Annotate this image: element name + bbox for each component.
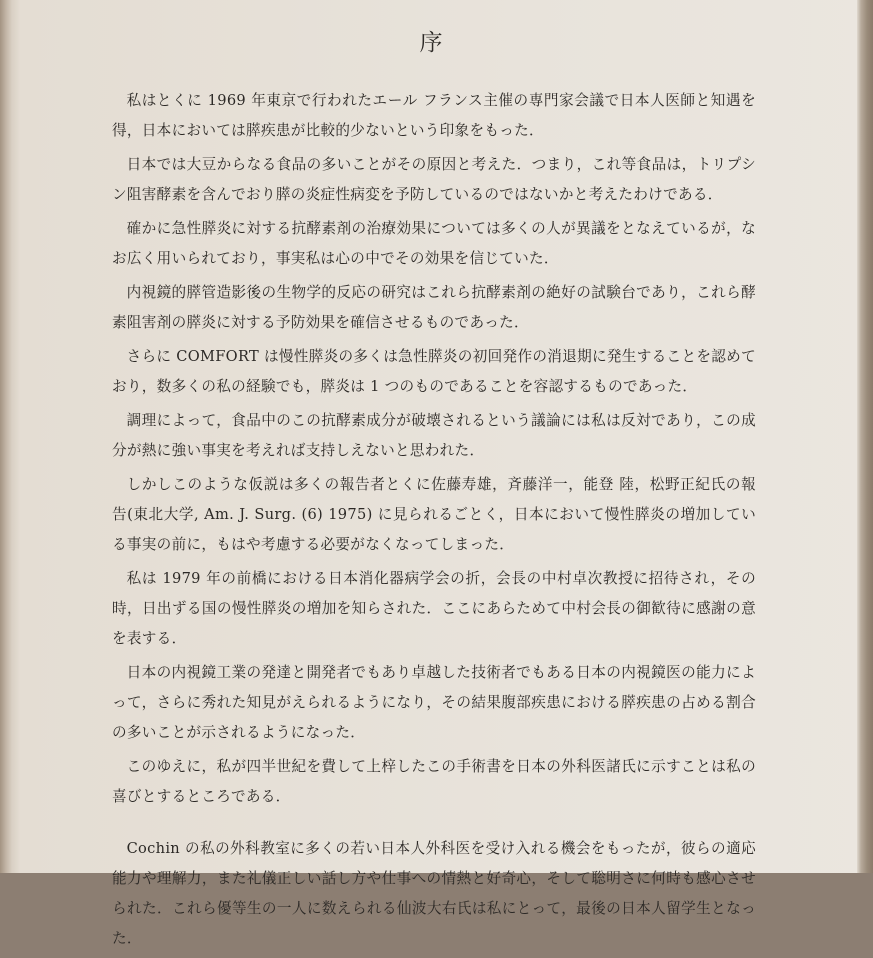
paragraph: 日本では大豆からなる食品の多いことがその原因と考えた．つまり，これ等食品は，トリプシン阻害酵素を含んでおり膵の炎症性病変を予防しているのではないかと考えたわけである． (112, 156, 756, 203)
page-text-block (112, 20, 756, 958)
paragraph: 確かに急性膵炎に対する抗酵素剤の治療効果については多くの人が異議をとなえているが，なお広く用いられており，事実私は心の中でその効果を信じていた． (112, 220, 756, 267)
paragraph: このゆえに，私が四半世紀を費して上梓したこの手術書を日本の外科医諸氏に示すことは私の喜びとするところである． (112, 758, 756, 805)
paragraph: しかしこのような仮説は多くの報告者とくに佐藤寿雄，斉藤洋一，能登 陸，松野正紀氏の報告(東北大学, Am. J. Surg. (6) 1975) に見られるごとく，日本において慢性膵炎の増加している事実の前に，もはや考慮する必要がなくなってしまった． (112, 476, 756, 553)
page-edge (857, 0, 873, 873)
paragraph: 日本の内視鏡工業の発達と開発者でもあり卓越した技術者でもある日本の内視鏡医の能力によって，さらに秀れた知見がえられるようになり，その結果腹部疾患における膵疾患の占める割合の多いことが示されるようになった． (112, 664, 756, 741)
paragraph: さらに COMFORT は慢性膵炎の多くは急性膵炎の初回発作の消退期に発生することを認めており，数多くの私の経験でも，膵炎は 1 つのものであることを容認するものであった． (112, 348, 756, 395)
paragraph: 調理によって，食品中のこの抗酵素成分が破壊されるという議論には私は反対であり，この成分が熱に強い事実を考えれば支持しえないと思われた． (112, 412, 756, 459)
paragraph: 私はとくに 1969 年東京で行われたエール フランス主催の専門家会議で日本人医師と知遇を得，日本においては膵疾患が比較的少ないという印象をもった． (112, 92, 756, 139)
paragraph: Cochin の私の外科教室に多くの若い日本人外科医を受け入れる機会をもったが，彼らの適応能力や理解力，また礼儀正しい話し方や仕事への情熱と好奇心，そして聡明さに何時も感心させられた．これら優等生の一人に数えられる仙波大右氏は私にとって，最後の日本人留学生となった． (112, 840, 756, 947)
page-title: 序 (419, 30, 449, 56)
paragraph: 私は 1979 年の前橋における日本消化器病学会の折，会長の中村卓次教授に招待され，その時，日出ずる国の慢性膵炎の増加を知らされた．ここにあらためて中村会長の御歓待に感謝の意を表する． (112, 570, 756, 647)
paragraph: 内視鏡的膵管造影後の生物学的反応の研究はこれら抗酵素剤の絶好の試験台であり，これら酵素阻害剤の膵炎に対する予防効果を確信させるものであった． (112, 284, 756, 331)
